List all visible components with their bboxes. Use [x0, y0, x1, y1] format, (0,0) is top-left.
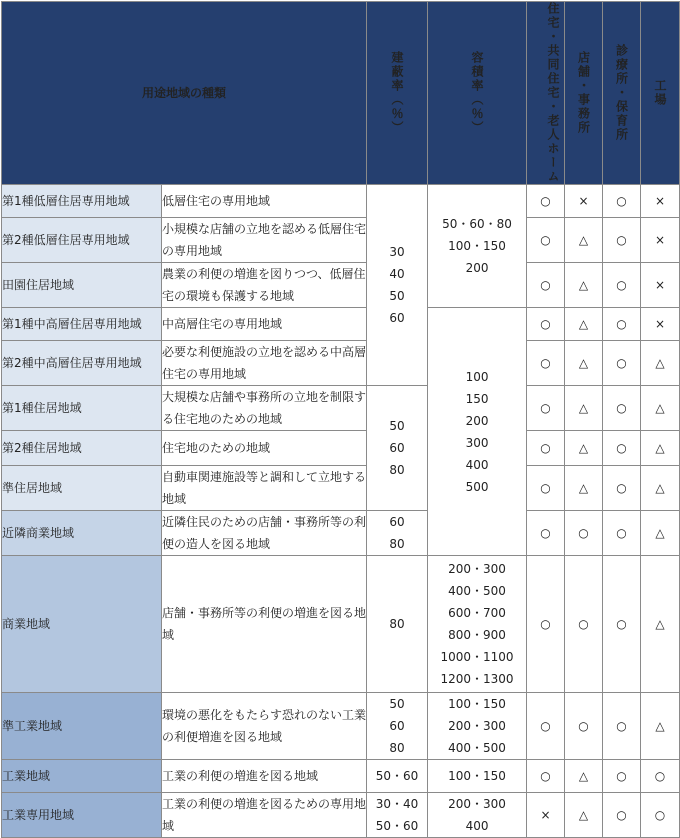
zone-name: 第2種中高層住居専用地域 — [2, 341, 162, 386]
coverage-ratio: 50 60 80 — [367, 693, 428, 760]
floor-area-ratio: 200・300 400 — [428, 793, 527, 838]
zone-description: 近隣住民のための店舗・事務所等の利便の造人を図る地域 — [162, 511, 367, 556]
shops-mark: △ — [565, 308, 603, 341]
zone-description: 低層住宅の専用地域 — [162, 185, 367, 218]
table-row — [2, 511, 680, 556]
shops-mark: △ — [565, 760, 603, 793]
floor-area-ratio: 200・300 400・500 600・700 800・900 1000・1100 1200・1300 — [428, 556, 527, 693]
clinic-mark: ○ — [603, 185, 641, 218]
zone-description: 住宅地のための地域 — [162, 431, 367, 466]
factory-mark: × — [641, 308, 680, 341]
floor-area-ratio: 100・150 — [428, 760, 527, 793]
table-row — [2, 760, 680, 793]
zone-name: 田園住居地域 — [2, 263, 162, 308]
table-row — [2, 386, 680, 431]
factory-mark: △ — [641, 431, 680, 466]
table-row — [2, 263, 680, 308]
shops-mark: × — [565, 185, 603, 218]
housing-mark: ○ — [527, 386, 565, 431]
zone-name: 第1種低層住居専用地域 — [2, 185, 162, 218]
shops-mark: △ — [565, 218, 603, 263]
clinic-header: 診療所・保育所 — [603, 2, 641, 185]
housing-mark: ○ — [527, 431, 565, 466]
factory-mark: △ — [641, 556, 680, 693]
clinic-mark: ○ — [603, 693, 641, 760]
zone-name: 近隣商業地域 — [2, 511, 162, 556]
housing-mark: ○ — [527, 263, 565, 308]
factory-mark: ○ — [641, 760, 680, 793]
clinic-mark: ○ — [603, 263, 641, 308]
factory-mark: △ — [641, 341, 680, 386]
housing-mark: ○ — [527, 308, 565, 341]
housing-mark: ○ — [527, 511, 565, 556]
factory-mark: △ — [641, 466, 680, 511]
zone-name: 準住居地域 — [2, 466, 162, 511]
clinic-mark: ○ — [603, 431, 641, 466]
housing-mark: × — [527, 793, 565, 838]
factory-mark: × — [641, 263, 680, 308]
zone-description: 必要な利便施設の立地を認める中高層住宅の専用地域 — [162, 341, 367, 386]
shops-mark: △ — [565, 386, 603, 431]
housing-header: 住宅・共同住宅・老人ホーム — [527, 2, 565, 185]
coverage-ratio: 30・40 50・60 — [367, 793, 428, 838]
clinic-mark: ○ — [603, 511, 641, 556]
housing-mark: ○ — [527, 760, 565, 793]
zone-name: 準工業地域 — [2, 693, 162, 760]
table-row — [2, 431, 680, 466]
factory-mark: × — [641, 218, 680, 263]
shops-mark: ○ — [565, 693, 603, 760]
housing-mark: ○ — [527, 185, 565, 218]
factory-header: 工場 — [641, 2, 680, 185]
zone-description: 自動車関連施設等と調和して立地する地域 — [162, 466, 367, 511]
zone-description: 小規模な店舗の立地を認める低層住宅の専用地域 — [162, 218, 367, 263]
zone-description: 農業の利便の増進を図りつつ、低層住宅の環境も保護する地域 — [162, 263, 367, 308]
housing-mark: ○ — [527, 341, 565, 386]
table-row — [2, 308, 680, 341]
zone-type-header: 用途地域の種類 — [2, 2, 367, 185]
clinic-mark: ○ — [603, 466, 641, 511]
floor-area-ratio: 100 150 200 300 400 500 — [428, 308, 527, 556]
shops-mark: △ — [565, 466, 603, 511]
zone-description: 工業の利便の増進を図るための専用地域 — [162, 793, 367, 838]
coverage-ratio: 80 — [367, 556, 428, 693]
table-row — [2, 341, 680, 386]
zone-description: 店舗・事務所等の利便の増進を図る地域 — [162, 556, 367, 693]
clinic-mark: ○ — [603, 218, 641, 263]
shops-mark: △ — [565, 431, 603, 466]
clinic-mark: ○ — [603, 793, 641, 838]
coverage-ratio: 60 80 — [367, 511, 428, 556]
shops-mark: △ — [565, 793, 603, 838]
factory-mark: ○ — [641, 793, 680, 838]
factory-mark: × — [641, 185, 680, 218]
housing-mark: ○ — [527, 693, 565, 760]
zone-name: 第1種住居地域 — [2, 386, 162, 431]
clinic-mark: ○ — [603, 386, 641, 431]
table-row — [2, 556, 680, 693]
zone-name: 第2種低層住居専用地域 — [2, 218, 162, 263]
floor-area-ratio: 50・60・80 100・150 200 — [428, 185, 527, 308]
table-row — [2, 693, 680, 760]
table-row — [2, 466, 680, 511]
zone-name: 第2種住居地域 — [2, 431, 162, 466]
clinic-mark: ○ — [603, 308, 641, 341]
zone-description: 中高層住宅の専用地域 — [162, 308, 367, 341]
shops-header: 店舗・事務所 — [565, 2, 603, 185]
shops-mark: ○ — [565, 511, 603, 556]
table-row — [2, 218, 680, 263]
factory-mark: △ — [641, 511, 680, 556]
clinic-mark: ○ — [603, 556, 641, 693]
floor-area-ratio: 100・150 200・300 400・500 — [428, 693, 527, 760]
shops-mark: ○ — [565, 556, 603, 693]
factory-mark: △ — [641, 386, 680, 431]
shops-mark: △ — [565, 263, 603, 308]
zone-name: 第1種中高層住居専用地域 — [2, 308, 162, 341]
table-row — [2, 185, 680, 218]
header-row — [2, 2, 680, 185]
housing-mark: ○ — [527, 218, 565, 263]
coverage-ratio: 50 60 80 — [367, 386, 428, 511]
zone-name: 工業専用地域 — [2, 793, 162, 838]
housing-mark: ○ — [527, 466, 565, 511]
clinic-mark: ○ — [603, 760, 641, 793]
zone-description: 工業の利便の増進を図る地域 — [162, 760, 367, 793]
zone-description: 大規模な店舗や事務所の立地を制限する住宅地のための地域 — [162, 386, 367, 431]
coverage-ratio: 50・60 — [367, 760, 428, 793]
zone-name: 商業地域 — [2, 556, 162, 693]
factory-mark: △ — [641, 693, 680, 760]
clinic-mark: ○ — [603, 341, 641, 386]
zone-name: 工業地域 — [2, 760, 162, 793]
zone-description: 環境の悪化をもたらす恐れのない工業の利便増進を図る地域 — [162, 693, 367, 760]
coverage-ratio: 30 40 50 60 — [367, 185, 428, 386]
shops-mark: △ — [565, 341, 603, 386]
coverage-ratio-header: 建蔽率（％） — [367, 2, 428, 185]
housing-mark: ○ — [527, 556, 565, 693]
floor-area-ratio-header: 容積率（％） — [428, 2, 527, 185]
zoning-table — [1, 1, 680, 838]
